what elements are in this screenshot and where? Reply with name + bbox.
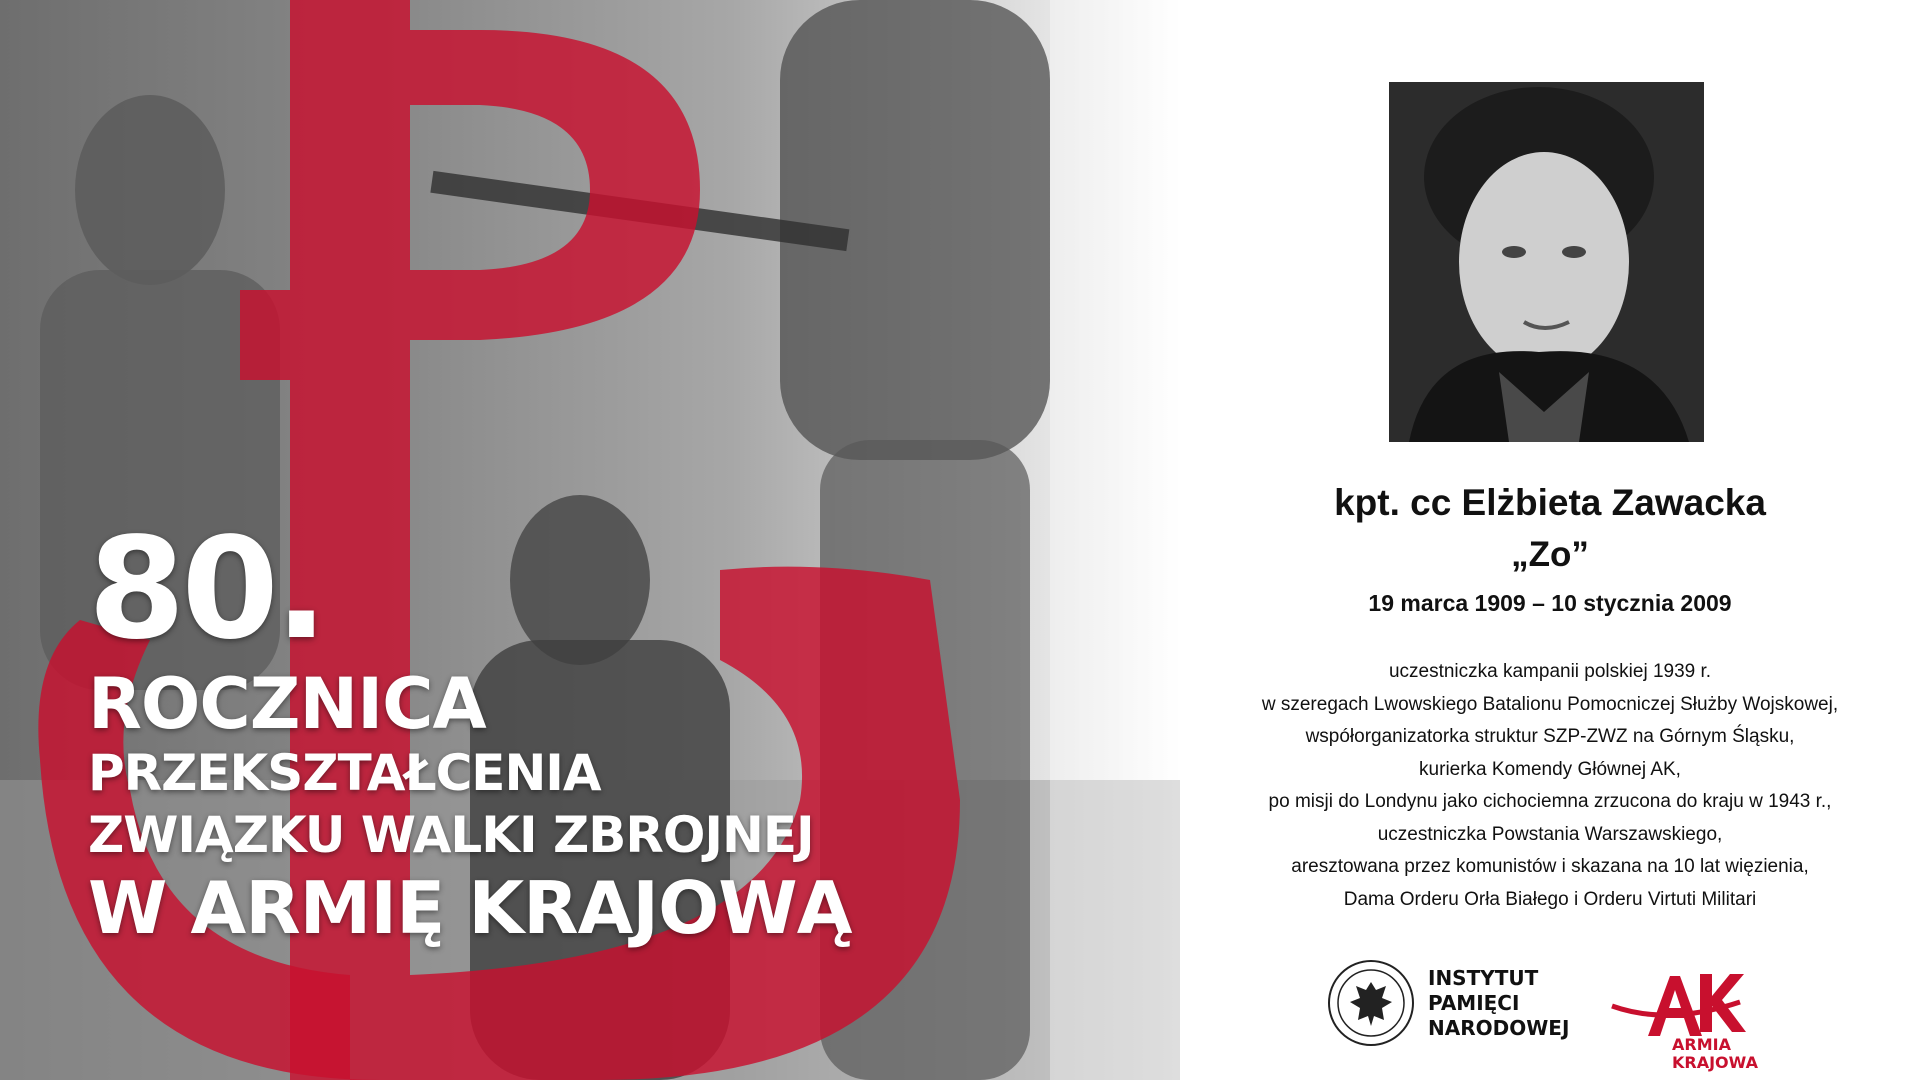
person-dates: 19 marca 1909 – 10 stycznia 2009: [1368, 590, 1732, 616]
biography-line: uczestniczka kampanii polskiej 1939 r.: [1388, 661, 1712, 682]
ipn-line2: PAMIĘCI: [1428, 991, 1520, 1015]
biography-line: po misji do Londynu jako cichociemna zrzucona do kraju w 1943 r.,: [1268, 791, 1832, 812]
anniversary-headline: [88, 508, 852, 950]
ak-line1: ARMIA: [1672, 1035, 1731, 1054]
biography-line: aresztowana przez komunistów i skazana na 10 lat więzienia,: [1291, 856, 1809, 877]
portrait-photo: [1389, 82, 1704, 442]
ak-line2: KRAJOWA: [1672, 1053, 1758, 1072]
biography-line: kurierka Komendy Głównej AK,: [1419, 758, 1681, 780]
ipn-eagle-logo-icon: [1326, 958, 1416, 1048]
headline-number: 80.: [88, 508, 325, 671]
person-alias: „Zo”: [1511, 535, 1589, 574]
biography-text: [1180, 656, 1920, 916]
biography-line: Dama Orderu Orła Białego i Orderu Virtuti Militari: [1343, 888, 1757, 910]
ak-logo-text: [1672, 1036, 1758, 1072]
biography-line: uczestniczka Powstania Warszawskiego,: [1377, 823, 1723, 845]
headline-line3: ZWIĄZKU WALKI ZBROJNEJ: [88, 806, 814, 864]
portrait-image: [1389, 82, 1704, 442]
headline-line2: PRZEKSZTAŁCENIA: [88, 743, 601, 802]
ipn-line1: INSTYTUT: [1428, 966, 1539, 990]
ipn-logo-text: [1428, 966, 1569, 1041]
headline-line1: ROCZNICA: [88, 663, 486, 745]
biography-line: w szeregach Lwowskiego Batalionu Pomocniczej Służby Wojskowej,: [1261, 693, 1839, 715]
ipn-line3: NARODOWEJ: [1428, 1016, 1570, 1040]
person-name: kpt. cc Elżbieta Zawacka: [1334, 482, 1766, 523]
biography-line: współorganizatorka struktur SZP-ZWZ na Górnym Śląsku,: [1305, 726, 1795, 747]
headline-line4: W ARMIĘ KRAJOWĄ: [88, 865, 852, 950]
